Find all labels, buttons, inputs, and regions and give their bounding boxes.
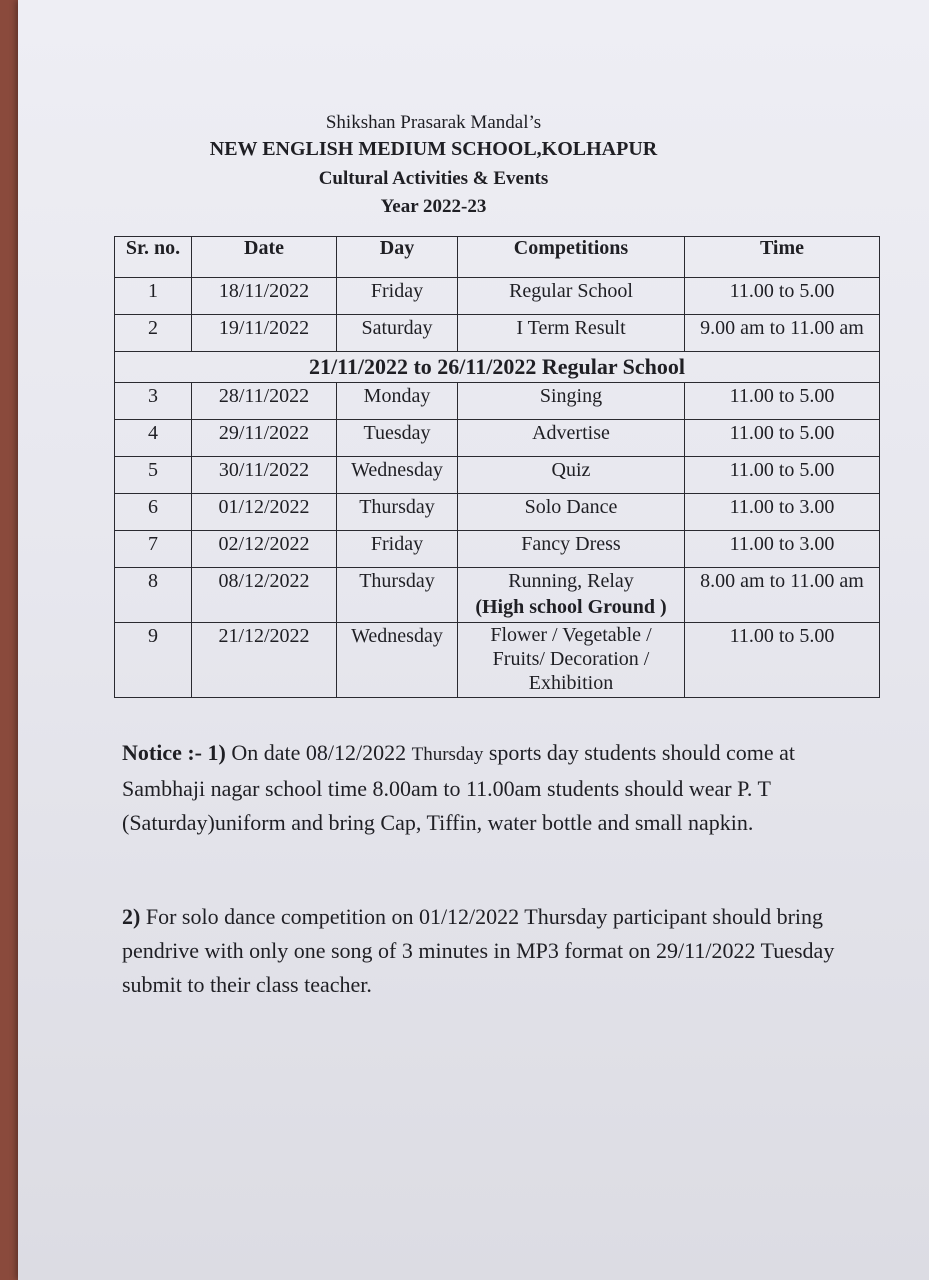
cell-day: Wednesday [337, 457, 458, 494]
cell-day: Tuesday [337, 420, 458, 457]
cell-day: Monday [337, 383, 458, 420]
cell-competition: Solo Dance [458, 494, 685, 531]
cell-time: 8.00 am to 11.00 am [685, 568, 880, 623]
cell-day: Saturday [337, 315, 458, 352]
competition-line: Fruits/ Decoration / [492, 648, 650, 670]
table-row [115, 531, 880, 568]
cell-competition: Advertise [458, 420, 685, 457]
cell-competition [458, 623, 685, 698]
cell-time: 11.00 to 3.00 [685, 531, 880, 568]
cell-day: Thursday [337, 494, 458, 531]
notice-1-number: 1) [207, 740, 226, 765]
notice-1-text-b: sports day students should come at Sambhaji nagar school time 8.00am to 11.00am students should wear P. T (Saturday)uniform and bring Cap, Tiffin, water bottle and small napkin. [122, 740, 796, 835]
cell-date: 30/11/2022 [192, 457, 337, 494]
cell-competition: I Term Result [458, 315, 685, 352]
document-page [18, 0, 929, 1280]
cell-competition: Regular School [458, 278, 685, 315]
academic-year: Year 2022-23 [380, 196, 487, 217]
cell-date: 08/12/2022 [192, 568, 337, 623]
competition-line: Flower / Vegetable / [490, 624, 652, 646]
cell-day: Wednesday [337, 623, 458, 698]
notice-1-text-a: On date 08/12/2022 [225, 740, 412, 765]
cell-date: 29/11/2022 [192, 420, 337, 457]
cell-sr: 3 [115, 383, 192, 420]
competition-line: Exhibition [528, 672, 614, 694]
table-row [115, 494, 880, 531]
table-row [115, 383, 880, 420]
document-subtitle: Cultural Activities & Events [318, 168, 549, 189]
cell-sr: 6 [115, 494, 192, 531]
cell-sr: 2 [115, 315, 192, 352]
cell-sr: 7 [115, 531, 192, 568]
table-row [115, 623, 880, 698]
banner-row [115, 352, 880, 383]
cell-time: 11.00 to 5.00 [685, 420, 880, 457]
notice-label: Notice :- [122, 740, 203, 765]
cell-sr: 8 [115, 568, 192, 623]
table-row [115, 420, 880, 457]
cell-time: 9.00 am to 11.00 am [685, 315, 880, 352]
cell-competition [458, 568, 685, 623]
col-header-day: Day [337, 237, 458, 278]
col-header-sr: Sr. no. [115, 237, 192, 278]
table-header-row [115, 237, 880, 278]
notice-2 [122, 900, 862, 1002]
col-header-time: Time [685, 237, 880, 278]
cell-day: Friday [337, 278, 458, 315]
notice-2-number: 2) [122, 904, 141, 929]
cell-date: 28/11/2022 [192, 383, 337, 420]
cell-time: 11.00 to 5.00 [685, 383, 880, 420]
cell-date: 01/12/2022 [192, 494, 337, 531]
cell-date: 19/11/2022 [192, 315, 337, 352]
cell-time: 11.00 to 5.00 [685, 278, 880, 315]
cell-sr: 5 [115, 457, 192, 494]
table-row [115, 315, 880, 352]
organization-name: Shikshan Prasarak Mandal’s [325, 112, 542, 133]
cell-time: 11.00 to 5.00 [685, 457, 880, 494]
events-table [114, 236, 880, 698]
competition-venue-note: (High school Ground ) [475, 596, 667, 618]
table-row [115, 278, 880, 315]
cell-sr: 9 [115, 623, 192, 698]
cell-date: 02/12/2022 [192, 531, 337, 568]
cell-date: 18/11/2022 [192, 278, 337, 315]
cell-date: 21/12/2022 [192, 623, 337, 698]
cell-competition: Quiz [458, 457, 685, 494]
table-row [115, 568, 880, 623]
cell-sr: 4 [115, 420, 192, 457]
notice-1 [122, 736, 862, 840]
notice-1-day: Thursday [411, 744, 484, 765]
cell-time: 11.00 to 3.00 [685, 494, 880, 531]
school-name: NEW ENGLISH MEDIUM SCHOOL,KOLHAPUR [209, 138, 658, 160]
competition-name: Running, Relay [508, 570, 634, 592]
regular-school-banner: 21/11/2022 to 26/11/2022 Regular School [115, 352, 880, 383]
cell-competition: Singing [458, 383, 685, 420]
cell-time: 11.00 to 5.00 [685, 623, 880, 698]
notice-2-text: For solo dance competition on 01/12/2022 Thursday participant should bring pendrive with only one song of 3 minutes in MP3 format on 29/11/2022 Tuesday submit to their class teacher. [122, 904, 835, 997]
col-header-competitions: Competitions [458, 237, 685, 278]
cell-day: Friday [337, 531, 458, 568]
cell-day: Thursday [337, 568, 458, 623]
table-row [115, 457, 880, 494]
cell-competition: Fancy Dress [458, 531, 685, 568]
cell-sr: 1 [115, 278, 192, 315]
col-header-date: Date [192, 237, 337, 278]
